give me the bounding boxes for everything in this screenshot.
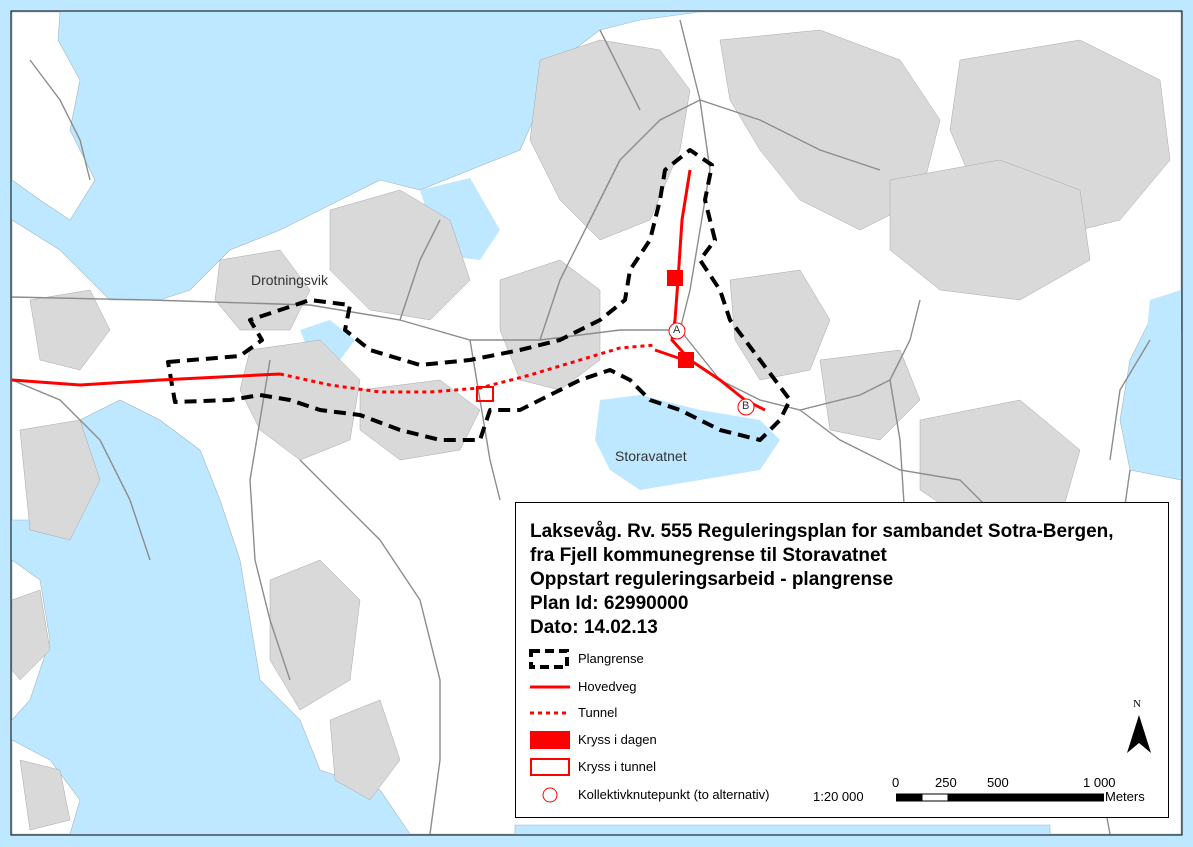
point-label-a: A: [673, 324, 681, 336]
scale-unit: Meters: [1105, 789, 1145, 804]
point-label-b: B: [742, 400, 750, 412]
place-label-storavatnet: Storavatnet: [615, 448, 687, 464]
legend-label-kryss-i-dagen: Kryss i dagen: [578, 732, 657, 747]
north-arrow-icon: [1126, 715, 1152, 755]
legend-panel: [515, 502, 1169, 818]
scale-tick-250: 250: [935, 775, 957, 790]
scale-ratio: 1:20 000: [813, 789, 864, 804]
scale-bar: [896, 793, 1106, 803]
plangrense-symbol: [528, 648, 572, 670]
kryss-i-dagen-north: [667, 270, 683, 286]
kryss-i-dagen-symbol: [528, 729, 572, 751]
north-label: N: [1133, 698, 1141, 710]
legend-title-line-5: Dato: 14.02.13: [530, 617, 658, 638]
kryss-i-dagen-south: [678, 352, 694, 368]
legend-title-line-4: Plan Id: 62990000: [530, 593, 689, 614]
legend-label-kollektivknutepunkt: Kollektivknutepunkt (to alternativ): [578, 787, 770, 802]
scale-tick-500: 500: [987, 775, 1009, 790]
kryss-i-tunnel-symbol: [528, 756, 572, 778]
legend-label-kryss-i-tunnel: Kryss i tunnel: [578, 759, 657, 774]
legend-label-hovedveg: Hovedveg: [578, 679, 637, 694]
legend-label-plangrense: Plangrense: [578, 651, 644, 666]
hovedveg-symbol: [528, 676, 572, 698]
kollektivknutepunkt-symbol: [528, 784, 572, 806]
legend-title-line-2: fra Fjell kommunegrense til Storavatnet: [530, 545, 887, 566]
scale-tick-1000: 1 000: [1083, 775, 1116, 790]
legend-title-line-3: Oppstart reguleringsarbeid - plangrense: [530, 569, 894, 590]
scale-tick-0: 0: [892, 775, 900, 790]
tunnel-symbol: [528, 702, 572, 724]
place-label-drotningsvik: Drotningsvik: [251, 272, 329, 288]
legend-title-line-1: Laksevåg. Rv. 555 Reguleringsplan for sambandet Sotra-Bergen,: [530, 521, 1114, 542]
legend-label-tunnel: Tunnel: [578, 705, 618, 720]
